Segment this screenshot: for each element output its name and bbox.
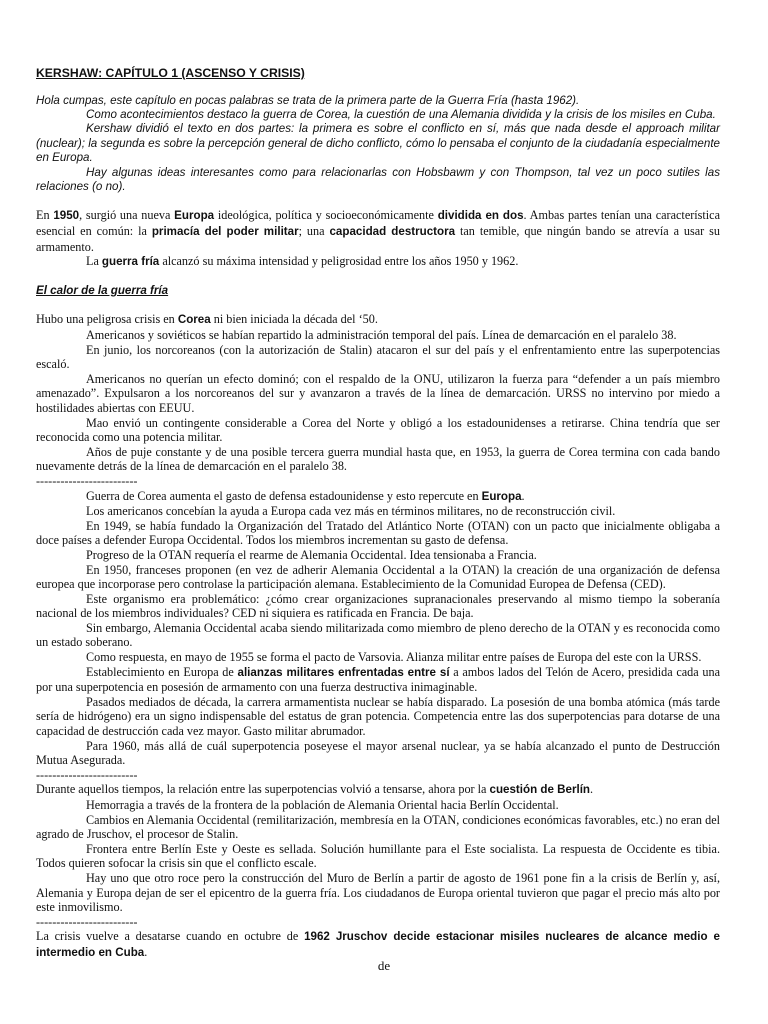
document-page bbox=[36, 66, 720, 961]
paragraph: Años de puje constante y de una posible tercera guerra mundial hasta que, en 1953, la guerra de Corea termina con cada bando nuevamente detrás de la línea de demarcación en el paralelo 38. bbox=[36, 444, 720, 474]
divider: ------------------------- bbox=[36, 914, 138, 929]
paragraph: Como respuesta, en mayo de 1955 se forma el pacto de Varsovia. Alianza militar entre países de Europa del este con la URSS. bbox=[86, 650, 702, 665]
paragraph: Americanos no querían un efecto dominó; con el respaldo de la ONU, utilizaron la fuerza para “defender a un país miembro amenazado”. Expulsaron a los norcoreanos del sur y avanzaron a través de la línea de demarcación. URSS no intervino por miedo a hostilidades abiertas con EEUU. bbox=[36, 371, 720, 415]
paragraph: En 1950, franceses proponen (en vez de adherir Alemania Occidental a la OTAN) la creación de una organización de defensa europea que incorporase pero controlase la participación alemana. Establecimiento de la Comunidad Europea de Defensa (CED). bbox=[36, 562, 720, 592]
intro-line: Hay algunas ideas interesantes como para relacionarlas con Hobsbawm y con Thompson, tal vez un poco sutiles las relaciones (o no). bbox=[36, 165, 720, 194]
paragraph: Progreso de la OTAN requería el rearme de Alemania Occidental. Idea tensionaba a Francia. bbox=[86, 547, 537, 562]
divider: ------------------------- bbox=[36, 767, 138, 782]
paragraph: La crisis vuelve a desatarse cuando en octubre de 1962 Jruschov decide estacionar misiles nucleares de alcance medio e intermedio en Cuba. bbox=[36, 929, 720, 959]
paragraph: En 1950, surgió una nueva Europa ideológica, política y socioeconómicamente dividida en dos. Ambas partes tenían una característica esencial en común: la primacía del poder militar; una capacidad destructora tan temible, que ningún bando se atrevía a usar su armamento. bbox=[36, 208, 721, 254]
document-title: KERSHAW: CAPÍTULO 1 (ASCENSO Y CRISIS) bbox=[36, 66, 305, 80]
intro-line: Como acontecimientos destaco la guerra de Corea, la cuestión de una Alemania dividida y la crisis de los misiles en Cuba. bbox=[86, 108, 716, 121]
paragraph: La guerra fría alcanzó su máxima intensidad y peligrosidad entre los años 1950 y 1962. bbox=[86, 254, 519, 269]
paragraph: Establecimiento en Europa de alianzas militares enfrentadas entre sí a ambos lados del Telón de Acero, presidida cada una por una superpotencia en posesión de armamento con una fuerza destructiva inimaginable. bbox=[36, 664, 720, 695]
divider: ------------------------- bbox=[36, 473, 138, 488]
intro-line: Hola cumpas, este capítulo en pocas palabras se trata de la primera parte de la Guerra Fría (hasta 1962). bbox=[36, 93, 580, 107]
paragraph: Guerra de Corea aumenta el gasto de defensa estadounidense y esto repercute en Europa. bbox=[86, 488, 525, 503]
intro-block bbox=[36, 94, 720, 195]
paragraph: Pasados mediados de década, la carrera armamentista nuclear se había disparado. La posesión de una bomba atómica (más tarde sería de hidrógeno) era un signo indispensable del estatus de gran potencia. Competencia entre las dos superpotencias para dotarse de una capacidad de destrucción cada vez mayor. Gasto militar abrumador. bbox=[36, 694, 720, 739]
paragraph: Cambios en Alemania Occidental (remilitarización, membresía en la OTAN, condiciones económicas favorables, etc.) no eran del agrado de Jruschov, el procesor de Stalin. bbox=[36, 812, 720, 842]
paragraph: Sin embargo, Alemania Occidental acaba siendo militarizada como miembro de pleno derecho de la OTAN y es reconocida como un estado soberano. bbox=[36, 620, 720, 650]
paragraph: Frontera entre Berlín Este y Oeste es sellada. Solución humillante para el Este socialista. La respuesta de Occidente es tibia. Todos quieren sofocar la crisis sin que el conflicto escale. bbox=[36, 841, 720, 871]
intro-line: Kershaw dividió el texto en dos partes: la primera es sobre el conflicto en sí, más que nada desde el approach militar (nuclear); la segunda es sobre la percepción general de dicho conflicto, cómo lo pensaba el conjunto de la ciudadanía especialmente en Europa. bbox=[36, 122, 720, 165]
paragraph: Hubo una peligrosa crisis en Corea ni bien iniciada la década del ‘50. bbox=[36, 312, 378, 327]
paragraph: Hay uno que otro roce pero la construcción del Muro de Berlín a partir de agosto de 1961 pone fin a la crisis de Berlín y, así, Alemania y Europa dejan de ser el epicentro de la guerra fría. Los ciudadanos de Europa oriental tuvieron que pagar el precio más alto por este inmovilismo. bbox=[36, 870, 720, 915]
paragraph: Durante aquellos tiempos, la relación entre las superpotencias volvió a tensarse, ahora por la cuestión de Berlín. bbox=[36, 782, 594, 797]
section-heading: El calor de la guerra fría bbox=[36, 283, 169, 297]
paragraph: En junio, los norcoreanos (con la autorización de Stalin) atacaron el sur del país y el enfrentamiento entre las superpotencias escaló. bbox=[36, 342, 720, 372]
paragraph: Mao envió un contingente considerable a Corea del Norte y obligó a los estadounidenses a retirarse. China tendría que ser reconocida como una potencia militar. bbox=[36, 415, 720, 445]
paragraph: Los americanos concebían la ayuda a Europa cada vez más en términos militares, no de reconstrucción civil. bbox=[86, 504, 616, 519]
paragraph: Hemorragia a través de la frontera de la población de Alemania Oriental hacia Berlín Occidental. bbox=[86, 798, 559, 812]
paragraph: Americanos y soviéticos se habían repartido la administración temporal del país. Línea de demarcación en el paralelo 38. bbox=[86, 328, 677, 342]
paragraph: En 1949, se había fundado la Organización del Tratado del Atlántico Norte (OTAN) con un pacto que inicialmente obligaba a doce países a defender Europa Occidental. Todos los miembros incrementan su gasto de defensa. bbox=[36, 518, 720, 548]
paragraph: Para 1960, más allá de cuál superpotencia poseyese el mayor arsenal nuclear, ya se había alcanzado el punto de Destrucción Mutua Asegurada. bbox=[36, 738, 720, 768]
page-footer: de bbox=[377, 958, 391, 973]
paragraph: Este organismo era problemático: ¿cómo crear organizaciones supranacionales preservando al mismo tiempo la soberanía nacional de los miembros individuales? CED ni siquiera es ratificada en Francia. De baja. bbox=[36, 591, 720, 621]
